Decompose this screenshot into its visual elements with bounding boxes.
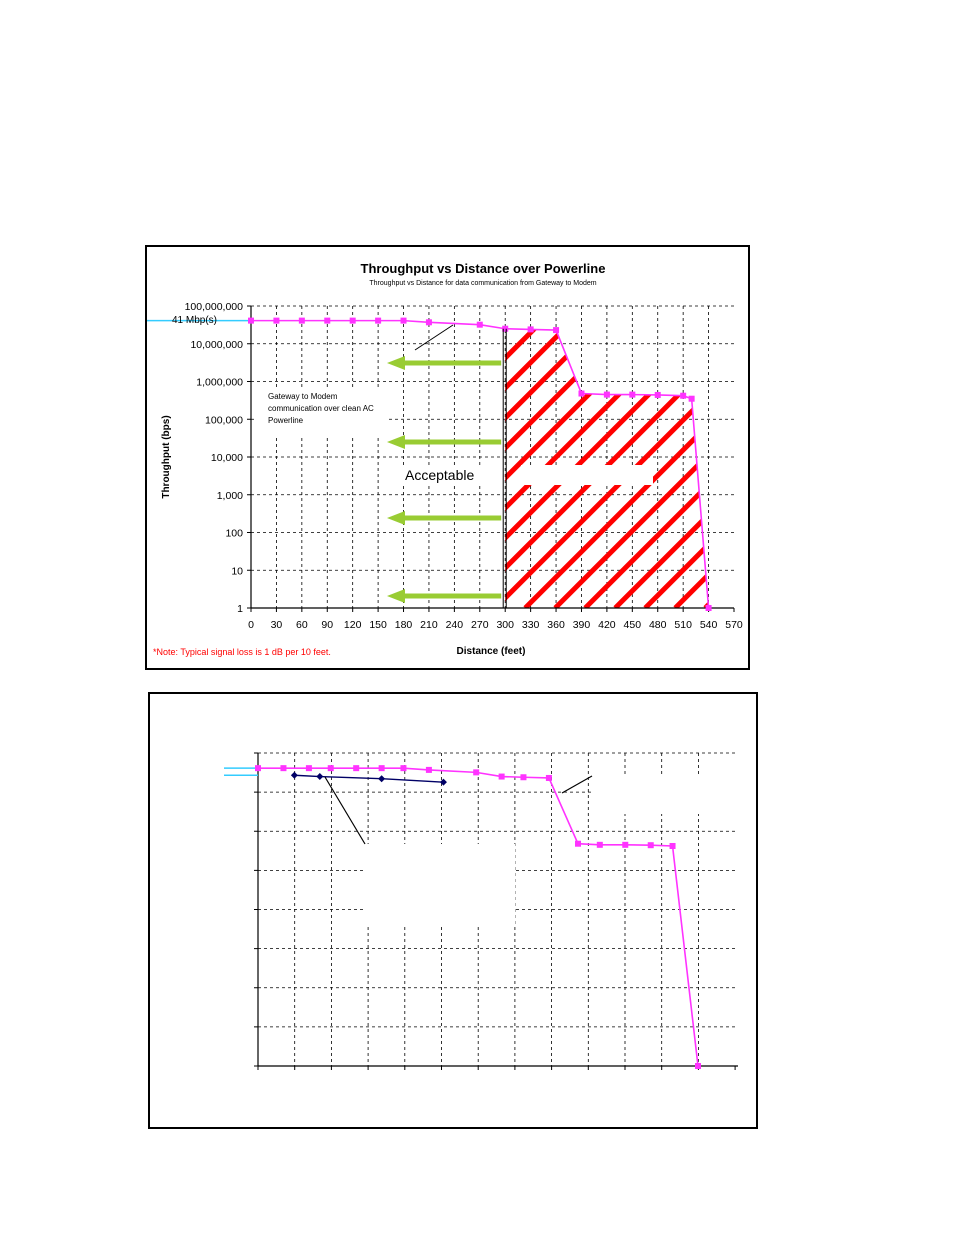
series-a-point [648,842,654,848]
x-tick-label: 570 [725,619,743,631]
hatch-line [585,288,905,608]
series-a-point [473,769,479,775]
hatch-line [915,288,954,608]
x-tick-label: 120 [343,619,362,631]
data-point [578,391,584,397]
data-point [680,393,686,399]
data-point [350,318,356,324]
hatch-line [855,288,954,608]
green-arrow-head [387,435,405,449]
hatch-line [765,288,954,608]
blank-label-box [592,774,742,814]
data-point [655,392,661,398]
curve-label-line: Powerline [268,416,304,425]
y-tick-label: 10,000,000 [190,338,243,351]
not-recommended-zone [105,288,954,608]
hatch-line [435,288,755,608]
series-a-point [306,765,312,771]
chart-2-svg [150,694,760,1131]
hatch-line [135,288,455,608]
hatch-line [885,288,954,608]
data-point [273,318,279,324]
x-tick-label: 450 [623,619,642,631]
hatch-line [645,288,954,608]
hatch-line [165,288,485,608]
x-tick-label: 330 [521,619,540,631]
blank-label-box [365,844,515,924]
y-tick-label: 100,000 [205,414,243,427]
data-point [401,318,407,324]
series-a-point [622,842,628,848]
series-a-point [546,775,552,781]
hatch-line [735,288,954,608]
x-tick-label: 150 [369,619,387,631]
series-a-point [426,767,432,773]
x-tick-label: 300 [496,619,514,631]
hatch-line [465,288,785,608]
series-a-point [597,842,603,848]
x-tick-label: 240 [445,619,464,631]
x-tick-label: 420 [598,619,616,631]
hatch-line [225,288,545,608]
leader-line [562,776,592,793]
x-tick-label: 30 [270,619,283,631]
data-point [477,322,483,328]
x-tick-label: 390 [572,619,591,631]
chart-title: Throughput vs Distance over Powerline [360,261,606,276]
y-tick-label: 1 [237,603,243,615]
series-a-point [328,765,334,771]
chart-subtitle: Throughput vs Distance for data communication from Gateway to Modem [369,280,597,287]
leader-line [415,325,453,350]
green-arrow-head [387,511,405,525]
hatch-line [195,288,515,608]
y-tick-label: 1,000,000 [196,376,243,389]
x-tick-label: 510 [674,619,692,631]
data-point [553,327,559,333]
series-a-point [400,765,406,771]
note-text: *Note: Typical signal loss is 1 dB per 10 feet. [153,647,331,657]
y-tick-label: 10,000 [210,452,243,464]
series-a-point [280,765,286,771]
y-tick-label: 10 [231,565,243,578]
data-point [706,605,712,611]
data-point [629,392,635,398]
data-point [426,319,432,325]
x-tick-label: 0 [248,619,254,631]
y-axis-label: Throughput (bps) [161,415,172,499]
series-b-point [316,773,323,780]
hatch-line [315,288,635,608]
curve-label-line: communication over clean AC [268,404,374,413]
series-a-point [575,841,581,847]
x-tick-label: 270 [471,619,489,631]
chart-1-svg [147,247,752,672]
series-b-point [440,779,447,786]
hatch-line [705,288,954,608]
data-point [299,318,305,324]
hatch-line [945,288,954,608]
green-arrow-head [387,356,405,370]
zone-label-box [521,465,653,485]
reference-label: 41 Mbp(s) [171,315,217,326]
data-point [528,326,534,332]
x-tick-label: 360 [547,619,565,631]
grid [258,753,742,1066]
series-b-point [378,775,385,782]
y-tick-label: 100 [225,527,243,540]
hatch-line [105,288,425,608]
hatch-line [615,288,935,608]
hatch-line [555,288,875,608]
series-a-point [695,1063,701,1069]
data-point [689,396,695,402]
series-a-point [520,774,526,780]
hatch-line [795,288,954,608]
x-tick-label: 180 [394,619,413,631]
hatch-line [375,288,695,608]
series-b-point [291,772,298,779]
hatch-line [495,288,815,608]
series-a-point [670,843,676,849]
hatch-line [825,288,954,608]
series-a-point [379,765,385,771]
data-point [604,392,610,398]
series-a-point [499,774,505,780]
series-a-point [255,765,261,771]
y-tick-label: 100,000,000 [184,301,243,313]
x-tick-label: 480 [648,619,667,631]
chart-frame-2 [148,692,758,1129]
hatch-line [675,288,954,608]
hatch-line [255,288,575,608]
curve-label-line: Gateway to Modem [268,392,338,401]
x-tick-label: 540 [699,619,718,631]
x-tick-label: 60 [295,619,308,631]
x-tick-label: 210 [420,619,438,631]
data-point [324,318,330,324]
zone-acceptable-label: Acceptable [405,467,475,483]
hatch-line [405,288,725,608]
data-point [248,318,254,324]
data-point [375,318,381,324]
x-tick-label: 90 [321,619,334,631]
x-axis-label: Distance (feet) [456,646,526,657]
hatch-line [285,288,605,608]
chart-frame-1 [145,245,750,670]
y-tick-label: 1,000 [216,489,243,502]
green-arrow-head [387,589,405,603]
series-a-point [353,765,359,771]
hatch-line [525,288,845,608]
